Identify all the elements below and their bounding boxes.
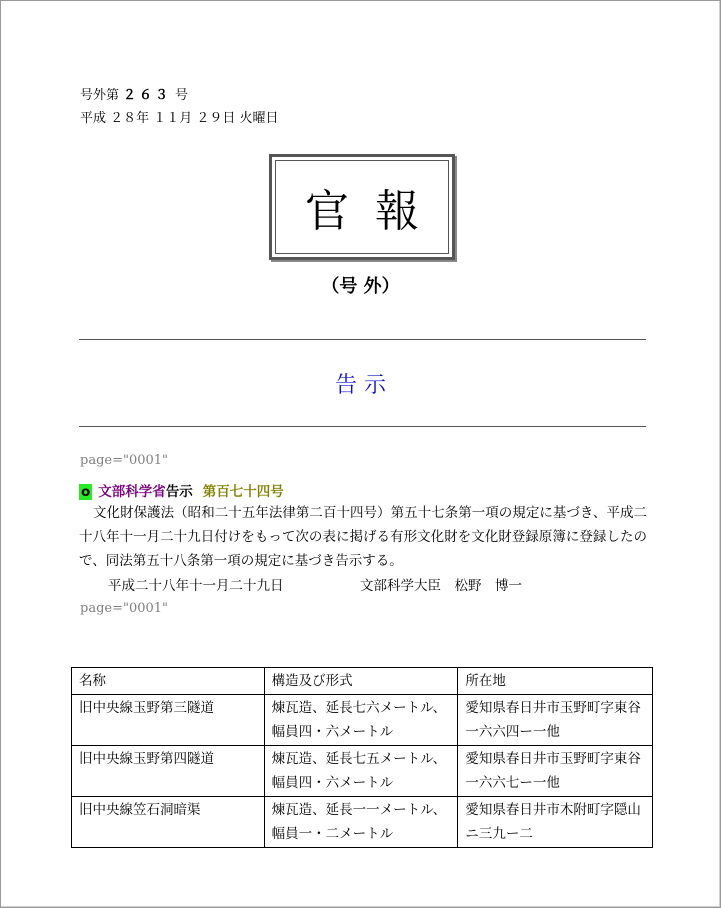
header-name: 名称 <box>72 668 265 695</box>
issue-prefix: 号外第 <box>80 88 120 103</box>
issue-line <box>80 88 188 104</box>
section-title: 告 示 <box>335 373 386 398</box>
ministry-name[interactable]: 文部科学省 <box>98 484 166 500</box>
cell-name: 旧中央線玉野第四隧道 <box>72 746 265 797</box>
divider-top <box>79 339 646 340</box>
page-marker-top: page="0001" <box>80 453 169 468</box>
notice-heading <box>79 480 284 500</box>
divider-bottom <box>79 426 646 427</box>
bullet-marker: o <box>81 484 91 500</box>
issue-date: 平成 ２８年 １１月 ２９日 火曜日 <box>80 111 279 126</box>
header-location: 所在地 <box>458 668 653 695</box>
notice-kind: 告示 <box>165 484 193 500</box>
cell-location: 愛知県春日井市玉野町字東谷一六六四ー一他 <box>458 695 653 746</box>
table-header-row <box>72 668 653 695</box>
header-structure: 構造及び形式 <box>264 668 458 695</box>
masthead-title: 官報 <box>275 160 449 254</box>
notice-date: 平成二十八年十一月二十九日 <box>108 578 284 594</box>
notice-number: 第百七十四号 <box>202 484 284 500</box>
table-row <box>72 797 653 848</box>
table-row <box>72 695 653 746</box>
notice-body: 文化財保護法（昭和二十五年法律第二百十四号）第五十七条第一項の規定に基づき、平成二十八年十一月二十九日付けをもって次の表に掲げる有形文化財を文化財登録原簿に登録したので、同法第五十八条第一項の規定に基づき告示する。 <box>79 505 647 569</box>
masthead-subtitle: （号 外） <box>321 276 400 297</box>
cell-name: 旧中央線笠石洞暗渠 <box>72 797 265 848</box>
masthead-box <box>269 154 455 260</box>
cell-location: 愛知県春日井市木附町字隠山ニ三九ー二 <box>458 797 653 848</box>
cell-structure: 煉瓦造、延長七五メートル、幅員四・六メートル <box>264 746 458 797</box>
property-table <box>71 667 653 848</box>
cell-structure: 煉瓦造、延長一一メートル、幅員一・二メートル <box>264 797 458 848</box>
cell-location: 愛知県春日井市玉野町字東谷一六六七ー一他 <box>458 746 653 797</box>
notice-signatory: 文部科学大臣 松野 博一 <box>360 578 522 594</box>
cell-structure: 煉瓦造、延長七六メートル、幅員四・六メートル <box>264 695 458 746</box>
cell-name: 旧中央線玉野第三隧道 <box>72 695 265 746</box>
issue-suffix: 号 <box>175 88 189 103</box>
issue-number: ２６３ <box>123 88 172 103</box>
page-marker-bottom: page="0001" <box>80 601 169 616</box>
table-row <box>72 746 653 797</box>
